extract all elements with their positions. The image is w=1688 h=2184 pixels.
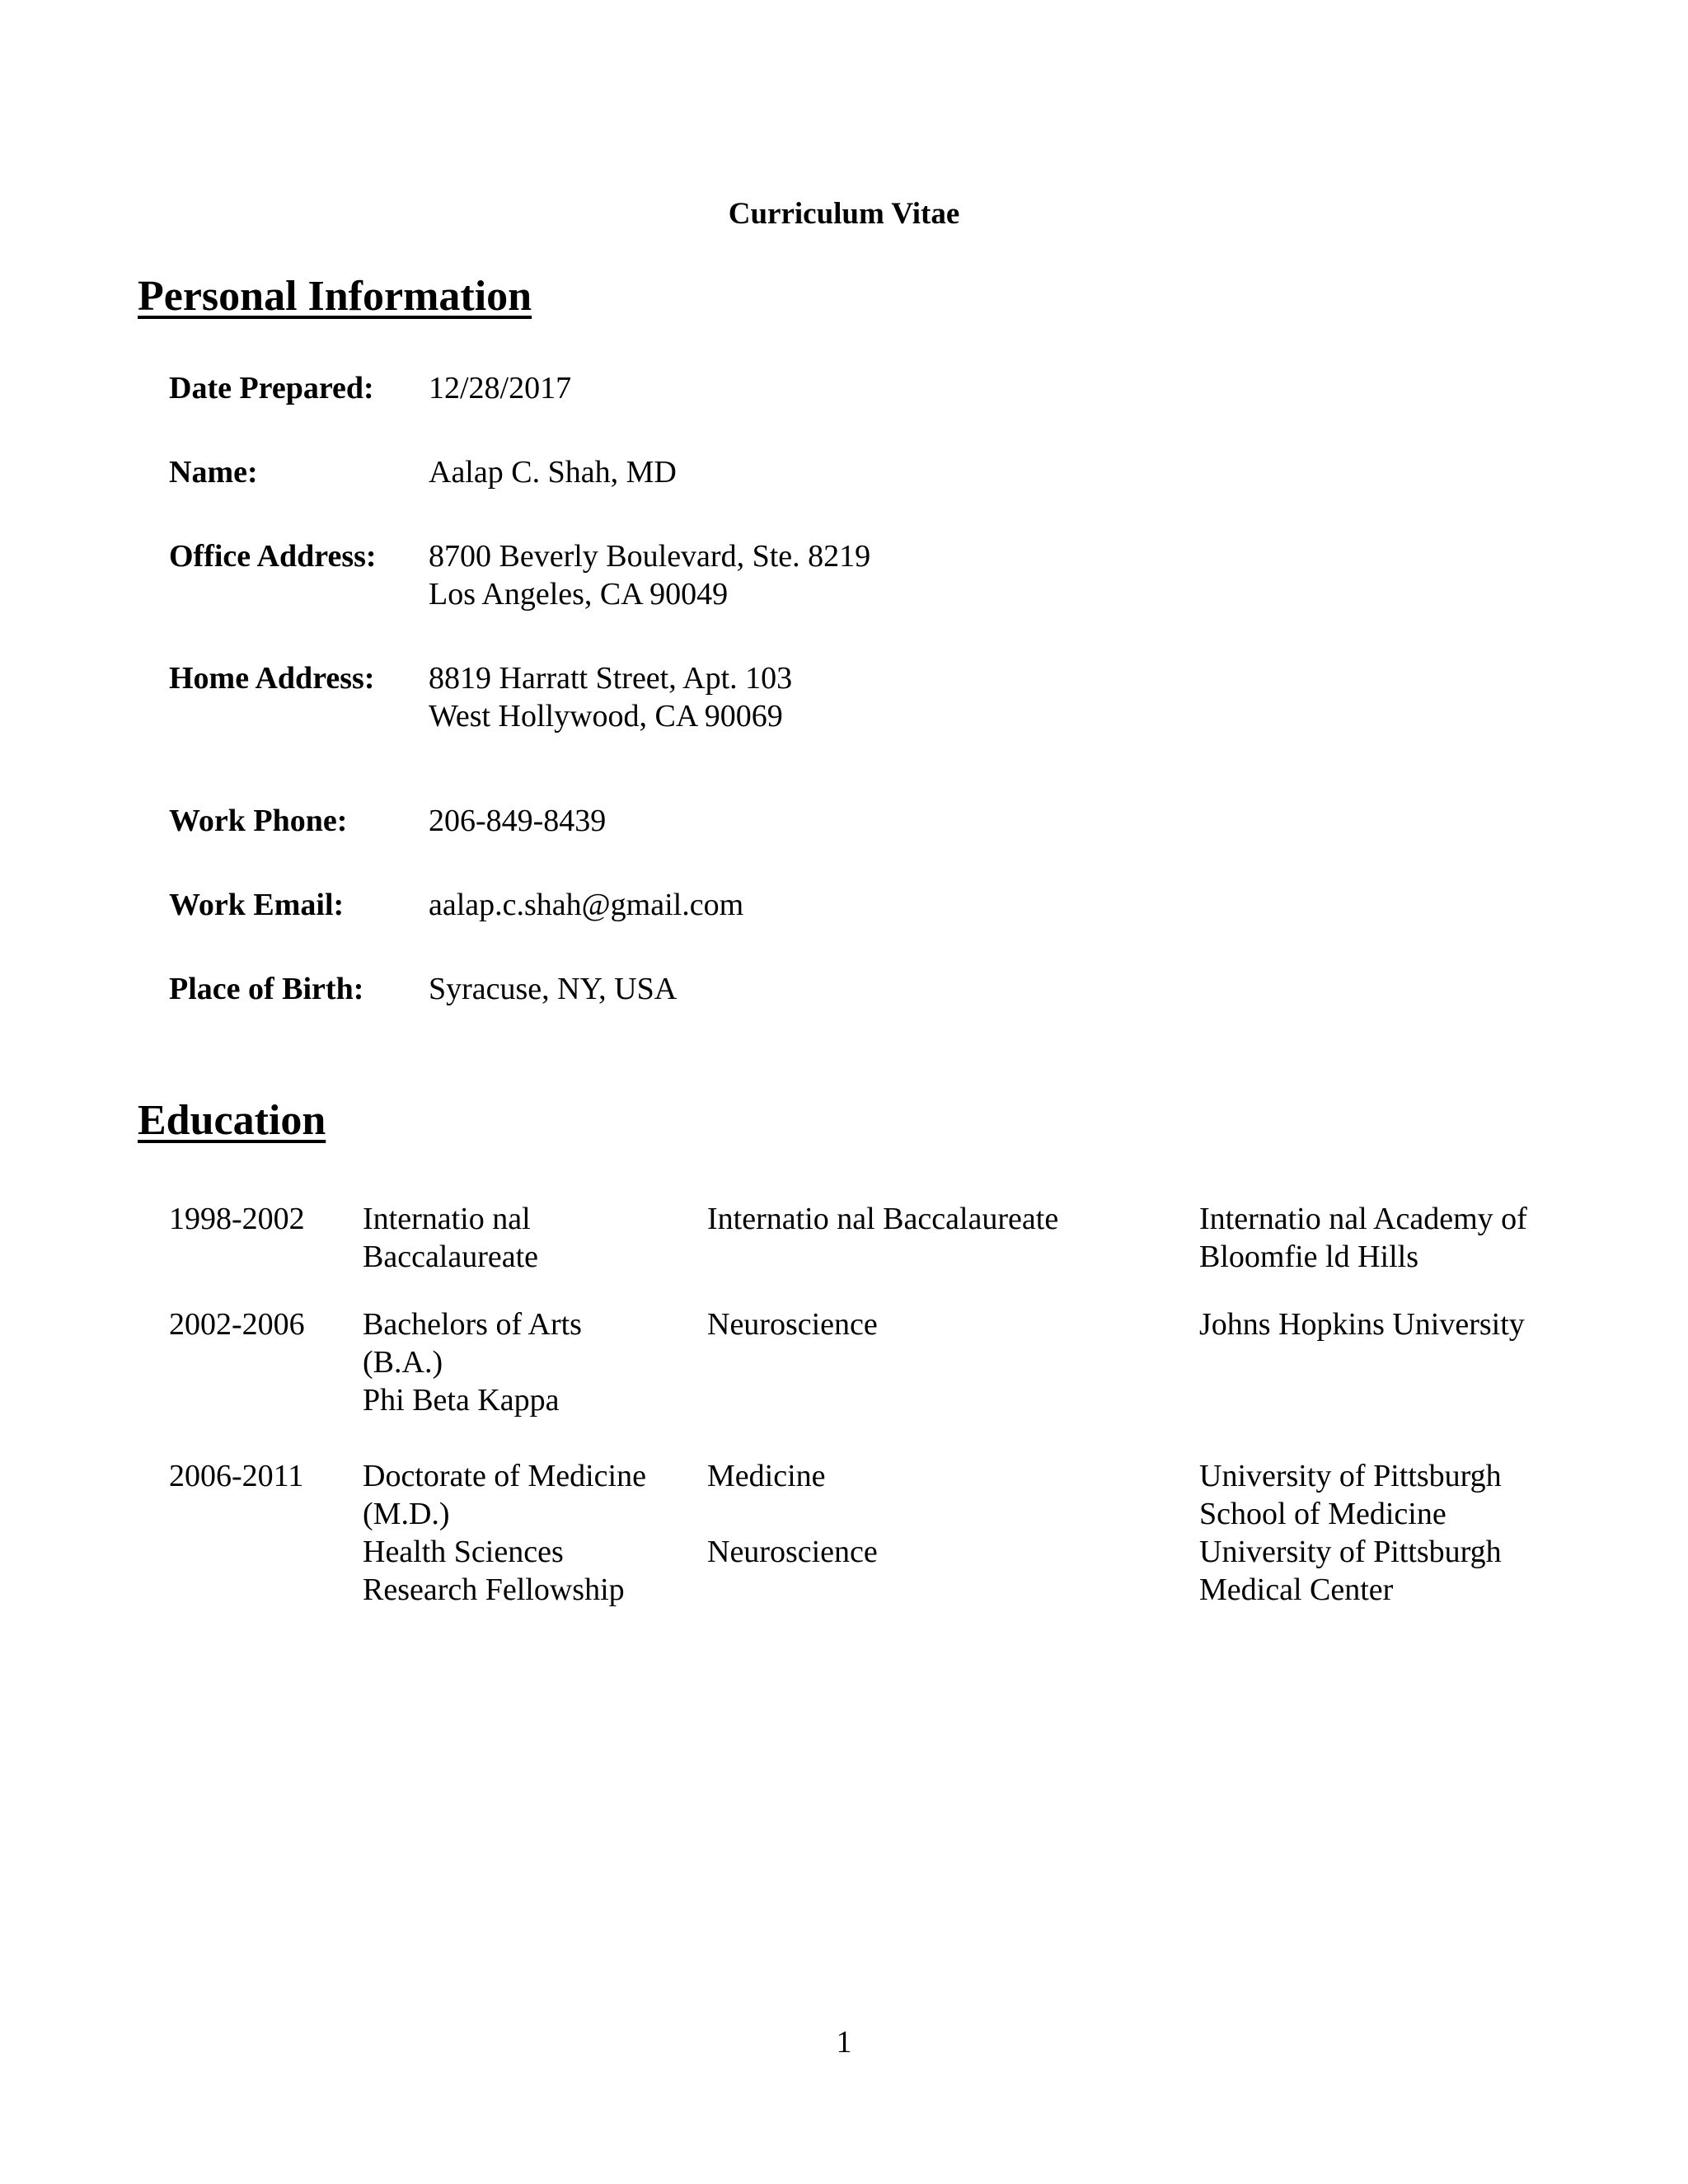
info-value-line: aalap.c.shah@gmail.com xyxy=(429,888,744,922)
education-institution-line: Bloomfie ld Hills xyxy=(1199,1240,1418,1274)
education-institution xyxy=(1199,1200,1570,1276)
education-field-line: Medicine xyxy=(707,1459,826,1493)
education-field-line: Internatio nal Baccalaureate xyxy=(707,1202,1059,1236)
education-degree-line: (B.A.) xyxy=(363,1345,443,1380)
info-row-work-email xyxy=(169,886,1570,924)
education-degree-line: Phi Beta Kappa xyxy=(363,1383,560,1418)
info-value-line: Syracuse, NY, USA xyxy=(429,972,678,1006)
info-row-name xyxy=(169,453,1570,491)
info-value-line: 206-849-8439 xyxy=(429,804,607,838)
info-label: Home Address: xyxy=(169,661,375,696)
info-value xyxy=(429,802,1570,840)
info-label: Place of Birth: xyxy=(169,972,364,1006)
education-degree-line: Research Fellowship xyxy=(363,1572,625,1607)
education-years: 1998-2002 xyxy=(169,1202,305,1236)
info-label: Date Prepared: xyxy=(169,371,374,405)
education-degree-line: Bachelors of Arts xyxy=(363,1307,582,1342)
info-value xyxy=(429,659,1570,735)
education-degree-line: (M.D.) xyxy=(363,1497,450,1531)
document-title: Curriculum Vitae xyxy=(728,197,960,231)
info-value xyxy=(429,453,1570,491)
info-value-line: 8700 Beverly Boulevard, Ste. 8219 xyxy=(429,539,871,574)
education-institution xyxy=(1199,1305,1570,1419)
education-row xyxy=(169,1457,1570,1609)
education-institution xyxy=(1199,1457,1570,1609)
info-value-line: 8819 Harratt Street, Apt. 103 xyxy=(429,661,793,696)
education-field xyxy=(707,1305,1199,1419)
info-label: Office Address: xyxy=(169,539,377,574)
info-label: Work Email: xyxy=(169,888,345,922)
education-institution-line: Johns Hopkins University xyxy=(1199,1307,1525,1342)
education-institution-line: University of Pittsburgh xyxy=(1199,1535,1502,1569)
info-row-home-address xyxy=(169,659,1570,735)
info-row-date-prepared xyxy=(169,369,1570,407)
info-row-place-of-birth xyxy=(169,970,1570,1008)
education-degree xyxy=(363,1305,707,1419)
info-row-work-phone xyxy=(169,802,1570,840)
education-degree-line: Baccalaureate xyxy=(363,1240,539,1274)
education-years: 2006-2011 xyxy=(169,1459,304,1493)
education-institution-line: Internatio nal Academy of xyxy=(1199,1202,1527,1236)
info-value-line: West Hollywood, CA 90069 xyxy=(429,699,783,733)
education-institution-line: Medical Center xyxy=(1199,1572,1394,1607)
info-label: Work Phone: xyxy=(169,804,348,838)
info-value-line: Los Angeles, CA 90049 xyxy=(429,577,729,612)
info-label: Name: xyxy=(169,455,258,490)
education-field-line xyxy=(707,1495,1199,1533)
education-field-line: Neuroscience xyxy=(707,1307,878,1342)
education-field-line: Neuroscience xyxy=(707,1535,878,1569)
info-value-line: Aalap C. Shah, MD xyxy=(429,455,677,490)
section-heading-personal-information: Personal Information xyxy=(138,273,532,320)
education-row xyxy=(169,1305,1570,1419)
section-heading-education: Education xyxy=(138,1097,326,1144)
education-field xyxy=(707,1457,1199,1609)
info-value xyxy=(429,970,1570,1008)
education-institution-line: University of Pittsburgh xyxy=(1199,1459,1502,1493)
education-degree xyxy=(363,1457,707,1609)
info-row-office-address xyxy=(169,537,1570,613)
info-value xyxy=(429,537,1570,613)
page-number: 1 xyxy=(836,2025,852,2060)
info-value-line: 12/28/2017 xyxy=(429,371,572,405)
education-degree-line: Doctorate of Medicine xyxy=(363,1459,646,1493)
info-value xyxy=(429,369,1570,407)
info-value xyxy=(429,886,1570,924)
education-row xyxy=(169,1200,1570,1276)
education-institution-line: School of Medicine xyxy=(1199,1497,1447,1531)
education-degree-line: Internatio nal xyxy=(363,1202,531,1236)
education-degree xyxy=(363,1200,707,1276)
education-years: 2002-2006 xyxy=(169,1307,305,1342)
education-degree-line: Health Sciences xyxy=(363,1535,564,1569)
education-field xyxy=(707,1200,1199,1276)
